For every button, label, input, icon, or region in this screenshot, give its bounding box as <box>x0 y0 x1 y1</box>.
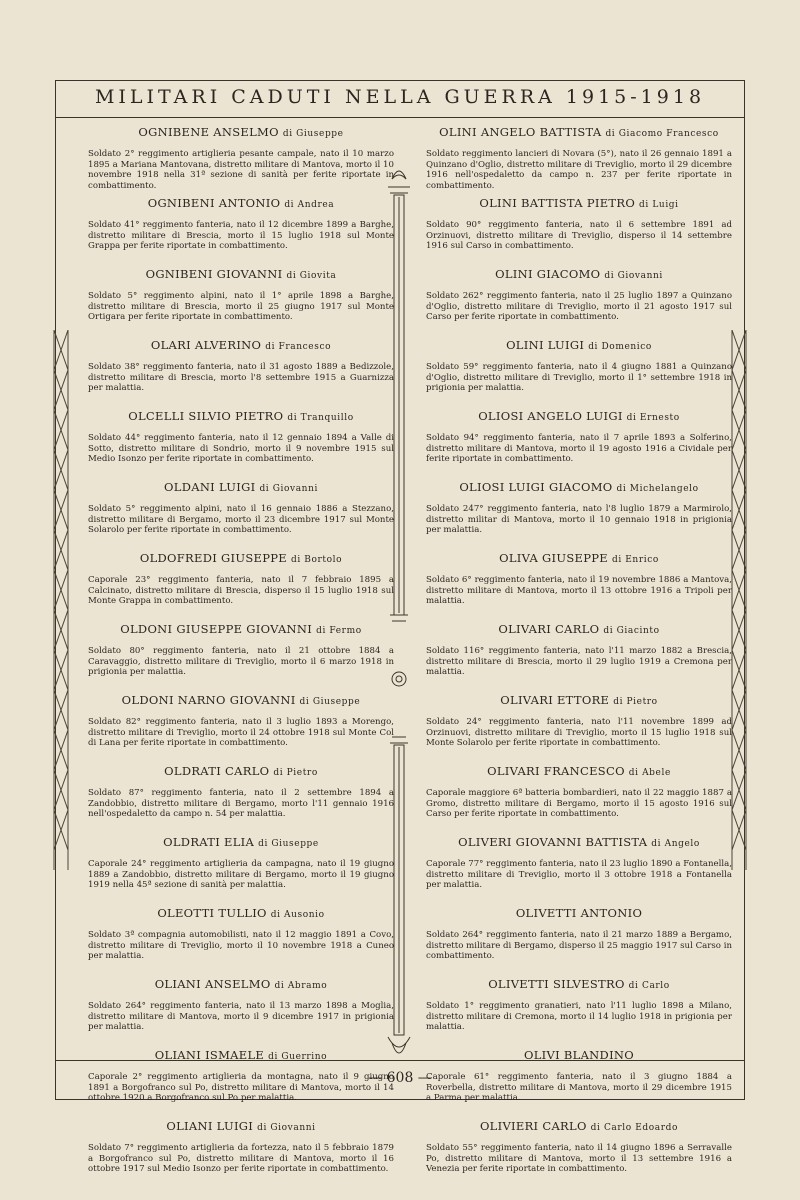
casualty-patronymic: di Ausonio <box>270 910 325 920</box>
casualty-name-line <box>426 904 732 930</box>
casualty-name: OLINI GIACOMO <box>495 267 601 281</box>
casualty-patronymic: di Pietro <box>273 768 318 778</box>
casualty-name: OLIVA GIUSEPPE <box>499 551 608 565</box>
casualty-entry <box>426 407 732 478</box>
casualty-name-line <box>426 833 732 859</box>
page-title: MILITARI CADUTI NELLA GUERRA 1915-1918 <box>94 86 706 108</box>
casualty-name: OLIOSI ANGELO LUIGI <box>478 409 623 423</box>
casualty-name-line <box>426 336 732 362</box>
casualty-name-line <box>88 904 394 930</box>
casualty-name: OLARI ALVERINO <box>150 338 262 352</box>
casualty-name: OLCELLI SILVIO PIETRO <box>128 409 284 423</box>
page-number: — 608 — <box>368 1070 432 1086</box>
casualty-entry <box>426 194 732 265</box>
casualty-patronymic: di Carlo Edoardo <box>590 1123 679 1133</box>
casualty-name: OLDRATI ELIA <box>163 835 255 849</box>
casualty-entry <box>426 904 732 975</box>
casualty-entry <box>88 194 394 265</box>
casualty-name: OLIVARI ETTORE <box>500 693 610 707</box>
casualty-record: Soldato 90° reggimento fanteria, nato il 6 settembre 1891 ad Orzinuovi, distretto militare di Treviglio, disperso il 14 settembre 1916 sul Carso in combattimento. <box>426 220 732 252</box>
casualty-name: OLINI BATTISTA PIETRO <box>479 196 636 210</box>
casualty-entry <box>426 762 732 833</box>
casualty-name: OLIANI ANSELMO <box>154 977 271 991</box>
casualty-name-line <box>426 478 732 504</box>
casualty-entry <box>426 123 732 194</box>
casualty-patronymic: di Ernesto <box>626 413 680 423</box>
casualty-patronymic: di Bortolo <box>290 555 343 565</box>
casualty-patronymic: di Giacomo Francesco <box>605 129 719 139</box>
casualty-entry <box>88 549 394 620</box>
casualty-record: Soldato 116° reggimento fanteria, nato l'11 marzo 1882 a Brescia, distretto militare di Brescia, morto il 29 luglio 1919 a Cremona per malattia. <box>426 646 732 678</box>
casualty-name-line <box>426 407 732 433</box>
casualty-patronymic: di Pietro <box>613 697 658 707</box>
casualty-name-line <box>88 336 394 362</box>
casualty-record: Soldato 55° reggimento fanteria, nato il 14 giugno 1896 a Serravalle Po, distretto militare di Mantova, morto il 13 settembre 1916 a Venezia per ferite riportate in combattimento. <box>426 1143 732 1175</box>
casualty-patronymic: di Giovita <box>286 271 337 281</box>
center-column-ornament <box>384 157 414 1067</box>
casualty-entry <box>88 1117 394 1188</box>
casualty-patronymic: di Giovanni <box>604 271 663 281</box>
casualty-name: OLIANI LUIGI <box>166 1119 254 1133</box>
casualty-entry <box>88 904 394 975</box>
casualty-name: OLEOTTI TULLIO <box>157 906 267 920</box>
casualty-entry <box>426 691 732 762</box>
casualty-entry <box>88 478 394 549</box>
casualty-entry <box>88 123 394 194</box>
casualty-record: Soldato 59° reggimento fanteria, nato il 4 giugno 1881 a Quinzano d'Oglio, distretto militare di Treviglio, morto il 1° settembre 1918 in prigionia per malattia. <box>426 362 732 394</box>
casualty-entry <box>88 336 394 407</box>
casualty-name: OLIVERI GIOVANNI BATTISTA <box>458 835 648 849</box>
casualty-entry <box>426 1117 732 1188</box>
casualty-name: OLIVETTI SILVESTRO <box>488 977 625 991</box>
casualty-name: OLINI LUIGI <box>506 338 585 352</box>
page-footer <box>56 1060 744 1099</box>
casualty-record: Soldato 80° reggimento fanteria, nato il 21 ottobre 1884 a Caravaggio, distretto militare di Treviglio, morto il 6 marzo 1918 in prigionia per malattia. <box>88 646 394 678</box>
casualty-name: OLDANI LUIGI <box>164 480 256 494</box>
casualty-name: OLIVI BLANDINO <box>523 1048 635 1062</box>
page-frame <box>55 80 745 1175</box>
casualty-record: Soldato 38° reggimento fanteria, nato il 31 agosto 1889 a Bedizzole, distretto militare di Brescia, morto l'8 settembre 1915 a Guarnizza per malattia. <box>88 362 394 394</box>
casualty-record: Soldato 41° reggimento fanteria, nato il 12 dicembre 1899 a Barghe, distretto militare di Brescia, morto il 15 luglio 1918 sul Monte Grappa per ferite riportate in combattimento. <box>88 220 394 252</box>
casualty-record: Soldato 24° reggimento fanteria, nato l'11 novembre 1899 ad Orzinuovi, distretto militare di Treviglio, morto il 15 luglio 1918 sul Monte Solarolo per ferite riportate in combattimento. <box>426 717 732 749</box>
casualty-name: OLINI ANGELO BATTISTA <box>439 125 602 139</box>
casualty-record: Caporale 61° reggimento fanteria, nato il 3 giugno 1884 a Roverbella, distretto militare di Mantova, morto il 29 dicembre 1915 a Parma per malattia. <box>426 1072 732 1104</box>
casualty-name-line <box>88 833 394 859</box>
casualty-name-line <box>88 194 394 220</box>
casualty-record: Soldato 2° reggimento artiglieria pesante campale, nato il 10 marzo 1895 a Mariana Mantovana, distretto militare di Mantova, morto il 10 novembre 1918 nella 31ª sezione di sanità per ferite riportate in combattimento. <box>88 149 394 191</box>
casualty-entry <box>426 336 732 407</box>
left-margin-ornament <box>50 330 72 870</box>
casualty-record: Caporale 2° reggimento artiglieria da montagna, nato il 9 giugno 1891 a Borgofranco sul Po, distretto militare di Mantova, morto il 14 ottobre 1920 a Borgofranco sul Po per malattia. <box>88 1072 394 1104</box>
casualty-record: Soldato 247° reggimento fanteria, nato l'8 luglio 1879 a Marmirolo, distretto militar di Mantova, morto il 10 gennaio 1918 in prigionia per malattia. <box>426 504 732 536</box>
casualty-name: OLDONI GIUSEPPE GIOVANNI <box>120 622 313 636</box>
casualty-record: Soldato 3ª compagnia automobilisti, nato il 12 maggio 1891 a Covo, distretto militare di Treviglio, morto il 10 novembre 1918 a Cuneo per malattia. <box>88 930 394 962</box>
casualty-name-line <box>88 691 394 717</box>
casualty-record: Soldato 6° reggimento fanteria, nato il 19 novembre 1886 a Mantova, distretto militare di Mantova, morto il 13 ottobre 1916 a Tripoli per malattia. <box>426 575 732 607</box>
casualty-patronymic: di Giuseppe <box>299 697 361 707</box>
casualty-name-line <box>88 478 394 504</box>
casualty-name: OGNIBENI GIOVANNI <box>145 267 283 281</box>
casualty-patronymic: di Tranquillo <box>287 413 354 423</box>
right-column <box>426 123 732 1188</box>
casualty-name-line <box>88 123 394 149</box>
casualty-record: Caporale 23° reggimento fanteria, nato il 7 febbraio 1895 a Calcinato, distretto militare di Brescia, disperso il 15 luglio 1918 sul Monte Grappa in combattimento. <box>88 575 394 607</box>
casualty-entry <box>88 620 394 691</box>
casualty-patronymic: di Angelo <box>651 839 700 849</box>
casualty-patronymic: di Luigi <box>639 200 679 210</box>
casualty-name: OGNIBENI ANTONIO <box>147 196 281 210</box>
casualty-name-line <box>426 620 732 646</box>
casualty-entry <box>426 549 732 620</box>
casualty-name: OLDOFREDI GIUSEPPE <box>139 551 287 565</box>
casualty-name: OLIVETTI ANTONIO <box>515 906 643 920</box>
casualty-entry <box>426 975 732 1046</box>
casualty-patronymic: di Enrico <box>611 555 659 565</box>
casualty-name-line <box>426 975 732 1001</box>
casualty-name-line <box>426 1117 732 1143</box>
casualty-patronymic: di Michelangelo <box>616 484 699 494</box>
casualty-name-line <box>88 1117 394 1143</box>
casualty-record: Soldato 5° reggimento alpini, nato il 1° aprile 1898 a Barghe, distretto militare di Brescia, morto il 25 giugno 1917 sul Monte Ortigara per ferite riportate in combattimento. <box>88 291 394 323</box>
casualty-name-line <box>88 549 394 575</box>
casualty-record: Soldato 44° reggimento fanteria, nato il 12 gennaio 1894 a Valle di Sotto, distretto militare di Sondrio, morto il 9 novembre 1915 sul Medio Isonzo per ferite riportate in combattimento. <box>88 433 394 465</box>
casualty-entry <box>88 833 394 904</box>
casualty-record: Soldato 262° reggimento fanteria, nato il 25 luglio 1897 a Quinzano d'Oglio, distretto militare di Treviglio, morto il 21 agosto 1917 sul Carso per ferite riportate in combattimento. <box>426 291 732 323</box>
casualty-entry <box>426 478 732 549</box>
casualty-entry <box>426 620 732 691</box>
casualty-name-line <box>88 762 394 788</box>
casualty-name-line <box>426 265 732 291</box>
casualty-patronymic: di Abele <box>628 768 671 778</box>
casualty-name-line <box>88 265 394 291</box>
casualty-entry <box>88 691 394 762</box>
casualty-record: Soldato 5° reggimento alpini, nato il 16 gennaio 1886 a Stezzano, distretto militare di Bergamo, morto il 23 dicembre 1917 sul Monte Solarolo per ferite riportate in combattimento. <box>88 504 394 536</box>
right-margin-ornament <box>728 330 750 870</box>
casualty-patronymic: di Fermo <box>316 626 362 636</box>
casualty-name-line <box>426 762 732 788</box>
casualty-name: OLDRATI CARLO <box>164 764 270 778</box>
casualty-name-line <box>426 194 732 220</box>
casualty-patronymic: di Abramo <box>274 981 328 991</box>
casualty-name-line <box>426 123 732 149</box>
casualty-name-line <box>88 620 394 646</box>
casualty-record: Soldato 94° reggimento fanteria, nato il 7 aprile 1893 a Solferino, distretto militare di Mantova, morto il 19 agosto 1916 a Cividale per ferite riportate in combattimento. <box>426 433 732 465</box>
casualty-record: Soldato 264° reggimento fanteria, nato il 21 marzo 1889 a Bergamo, distretto militare di Bergamo, disperso il 25 maggio 1917 sul Carso in combattimento. <box>426 930 732 962</box>
casualty-patronymic: di Giuseppe <box>282 129 344 139</box>
casualty-record: Soldato 87° reggimento fanteria, nato il 2 settembre 1894 a Zandobbio, distretto militare di Bergamo, morto l'11 gennaio 1916 nell'ospedaletto da campo n. 54 per malattia. <box>88 788 394 820</box>
casualty-record: Soldato 82° reggimento fanteria, nato il 3 luglio 1893 a Morengo, distretto militare di Treviglio, morto il 24 ottobre 1918 sul Monte Col di Lana per ferite riportate in combattimento. <box>88 717 394 749</box>
casualty-entry <box>88 975 394 1046</box>
casualty-name: OLIVARI CARLO <box>498 622 600 636</box>
casualty-name-line <box>88 975 394 1001</box>
casualty-name-line <box>88 407 394 433</box>
casualty-name: OLIVARI FRANCESCO <box>487 764 625 778</box>
casualty-name: OLDONI NARNO GIOVANNI <box>121 693 296 707</box>
casualty-record: Soldato 1° reggimento granatieri, nato l'11 luglio 1898 a Milano, distretto militare di Cremona, morto il 14 luglio 1918 in prigionia per malattia. <box>426 1001 732 1033</box>
casualty-entry <box>88 265 394 336</box>
page-header <box>56 81 744 118</box>
casualty-name: OLIOSI LUIGI GIACOMO <box>459 480 613 494</box>
casualty-entry <box>88 407 394 478</box>
casualty-name: OLIVIERI CARLO <box>479 1119 587 1133</box>
casualty-patronymic: di Carlo <box>628 981 670 991</box>
casualty-entry <box>426 265 732 336</box>
casualty-record: Caporale 24° reggimento artiglieria da campagna, nato il 19 giugno 1889 a Zandobbio, distretto militare di Bergamo, morto il 19 giugno 1919 nella 45ª sezione di sanità per malattia. <box>88 859 394 891</box>
casualty-name-line <box>426 549 732 575</box>
casualty-record: Soldato 7° reggimento artiglieria da fortezza, nato il 5 febbraio 1879 a Borgofranco sul Po, distretto militare di Mantova, morto il 16 ottobre 1917 sul Medio Isonzo per ferite riportate in combattimento. <box>88 1143 394 1175</box>
casualty-patronymic: di Domenico <box>588 342 652 352</box>
casualty-patronymic: di Giuseppe <box>258 839 319 849</box>
casualty-record: Soldato 264° reggimento fanteria, nato il 13 marzo 1898 a Moglia, distretto militare di Mantova, morto il 9 dicembre 1917 in prigionia per malattia. <box>88 1001 394 1033</box>
casualty-entry <box>88 762 394 833</box>
casualty-patronymic: di Giacinto <box>603 626 660 636</box>
casualty-patronymic: di Andrea <box>284 200 335 210</box>
casualty-name-line <box>426 691 732 717</box>
casualty-name: OLIANI ISMAELE <box>154 1048 265 1062</box>
left-column <box>88 123 394 1188</box>
casualty-entry <box>426 833 732 904</box>
casualty-patronymic: di Guerrino <box>268 1052 328 1062</box>
casualty-record: Caporale 77° reggimento fanteria, nato il 23 luglio 1890 a Fontanella, distretto militare di Treviglio, morto il 3 ottobre 1918 a Fontanella per malattia. <box>426 859 732 891</box>
casualty-patronymic: di Francesco <box>265 342 332 352</box>
casualty-patronymic: di Giovanni <box>257 1123 316 1133</box>
casualty-name: OGNIBENE ANSELMO <box>138 125 279 139</box>
casualty-record: Soldato reggimento lancieri di Novara (5°), nato il 26 gennaio 1891 a Quinzano d'Oglio, distretto militare di Treviglio, morto il 29 dicembre 1916 nell'ospedaletto da campo n. 237 per ferite riportate in combattimento. <box>426 149 732 191</box>
casualty-patronymic: di Giovanni <box>259 484 318 494</box>
casualty-record: Caporale maggiore 6ª batteria bombardieri, nato il 22 maggio 1887 a Gromo, distretto militare di Bergamo, morto il 15 agosto 1916 sul Carso per ferite riportate in combattimento. <box>426 788 732 820</box>
